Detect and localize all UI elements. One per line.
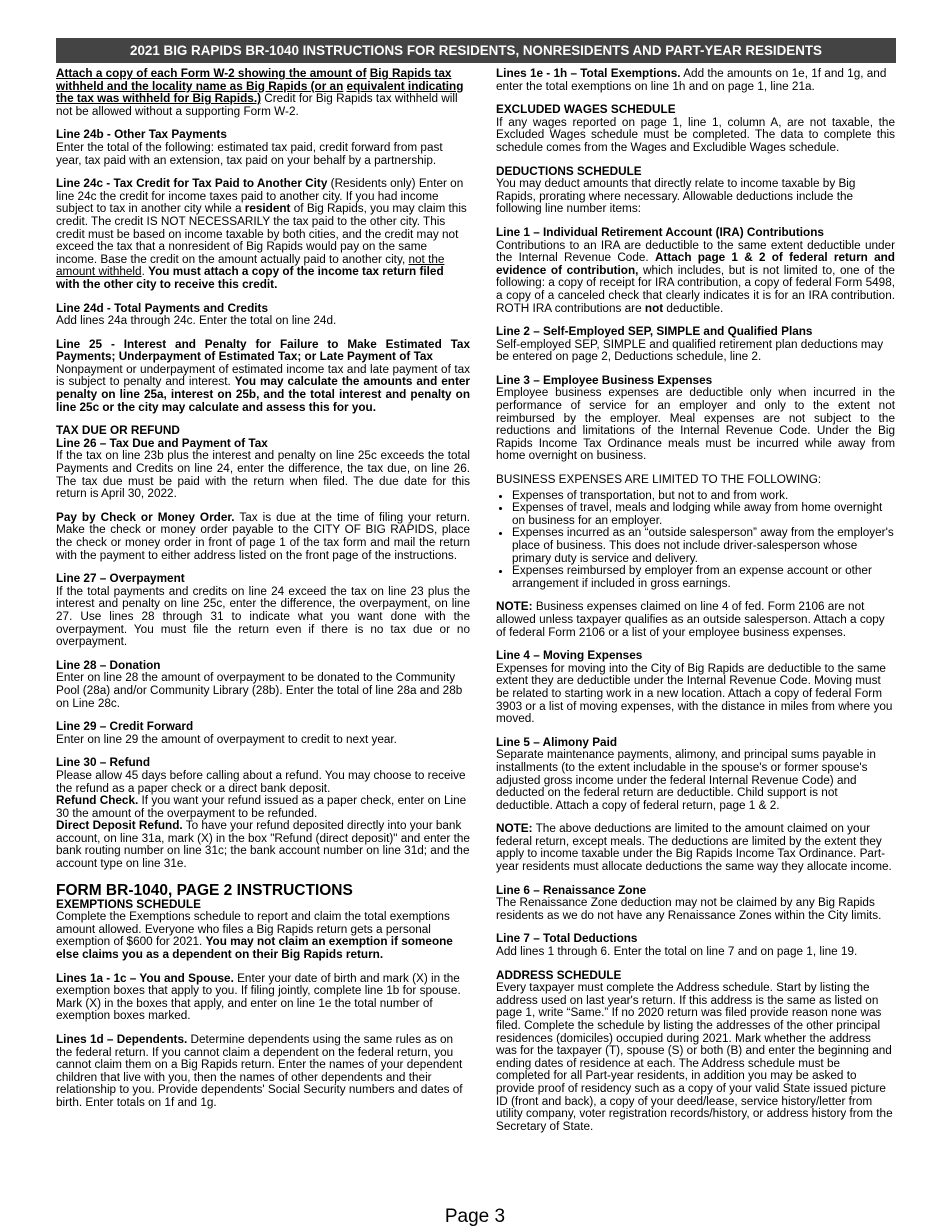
line-1e-section xyxy=(496,68,895,93)
line-27-text: If the total payments and credits on line 24 exceed the tax on line 23 plus the interest and penalty on line 25c, enter the difference, the overpayment, on line 27. Use lines 28 through 31 to indicate what you want done with the overpayment. You must file the return even if there is no tax due or no overpayment. xyxy=(56,584,470,649)
line-1d-section xyxy=(56,1034,470,1110)
business-expenses-list xyxy=(496,490,895,591)
excluded-wages-text: If any wages reported on page 1, line 1, column A, are not taxable, the Excluded Wages schedule must be completed. The data to complete this schedule comes from the Wages and Excludible Wages schedule. xyxy=(496,115,895,154)
line-30-text: Please allow 45 days before calling about a refund. You may choose to receive the refund as a paper check or a direct bank deposit. xyxy=(56,768,466,795)
w2-section xyxy=(56,68,470,118)
pay-heading: Pay by Check or Money Order. xyxy=(56,510,235,524)
ded-line-6-section xyxy=(496,885,895,923)
left-column xyxy=(56,68,470,1121)
ded-line-5-text: Separate maintenance payments, alimony, and principal sums payable in installments (to the extent includable in the spouse's or former spouse's adjusted gross income under the federal Internal Revenue Code) and deducted on the federal return are deductible. Child support is not deductible. Attach a copy of federal return, page 1 & 2. xyxy=(496,748,876,812)
address-text: Every taxpayer must complete the Address schedule. Start by listing the address used on last year's return. If this address is the same as listed on page 1, write “Same.” If no 2020 return was filed provide reason none was filed. Complete the schedule by listing the addresses of the other principal residences (domiciles) occupied during 2021. Mark whether the address was for the taxpayer (T), spouse (S) or both (B) and enter the beginning and ending dates of residence at each. The Address schedule must be completed for all Part-year residents, in addition you may be asked to provide proof of residency such as a copy of your valid State issued picture ID (front and back), a copy of your deed/lease, service history/letter from utility company, voter registration records/history, or address history from the Secretary of State. xyxy=(496,981,893,1133)
exemptions-text: Complete the Exemptions schedule to report and claim the total exemptions amount allowed. Everyone who files a Big Rapids return gets a personal exemption of $600 for 2021. xyxy=(56,910,450,949)
line-24c-text-3: . xyxy=(141,265,149,279)
line-30-section xyxy=(56,757,470,870)
w2-notice-bold: Attach a copy of each Form W-2 showing the amount of xyxy=(56,67,367,80)
ded-line-6-heading: Line 6 – Renaissance Zone xyxy=(496,883,647,897)
ded-line-4-section xyxy=(496,650,895,726)
deductions-section xyxy=(496,166,895,216)
line-24c-heading: Line 24c - Tax Credit for Tax Paid to Another City xyxy=(56,177,328,191)
deductions-text: You may deduct amounts that directly relate to income taxable by Big Rapids, prorating where necessary. Allowable deductions include the following line number items: xyxy=(496,177,856,216)
line-27-heading: Line 27 – Overpayment xyxy=(56,572,185,586)
list-item: • Expenses of travel, meals and lodging while away from home overnight on business for an employer. xyxy=(512,502,895,527)
line-1e-text: Add the amounts on 1e, 1f and 1g, and enter the total exemptions on line 1h and on page 1, line 21a. xyxy=(496,67,887,93)
refund-check xyxy=(56,795,470,820)
ded-line-7-heading: Line 7 – Total Deductions xyxy=(496,932,638,946)
line-26-text: If the tax on line 23b plus the interest and penalty on line 25c exceeds the total Payments and Credits on line 24, enter the difference, the tax due, on line 26. The tax due must be paid with the return when filed. The due date for this return is April 30, 2022. xyxy=(56,449,470,501)
excluded-wages-heading: EXCLUDED WAGES SCHEDULE xyxy=(496,103,676,117)
ded-line-6-text: The Renaissance Zone deduction may not be claimed by any Big Rapids residents as we do not have any Renaissance Zones within the City limits. xyxy=(496,896,882,922)
page-number: Page 3 xyxy=(444,1206,506,1227)
line-24b-heading: Line 24b - Other Tax Payments xyxy=(56,128,227,142)
line-24c-underline: not the amount withheld xyxy=(56,252,445,279)
line-28-text: Enter on line 28 the amount of overpayment to be donated to the Community Pool (28a) and/or Community Library (28b). Enter the total of line 28a and 28b on Line 28c. xyxy=(56,671,463,710)
line-1a-section xyxy=(56,973,470,1023)
line-1e-heading: Lines 1e - 1h – Total Exemptions. xyxy=(496,67,681,80)
ded-line-1-bold-2: not xyxy=(644,301,664,315)
line-25-text: Nonpayment or underpayment of estimated income tax and late payment of tax is subject to penalty and interest. xyxy=(56,362,470,389)
w2-notice-bold-2: Big Rapids tax withheld and the locality name as Big Rapids (or an xyxy=(56,67,452,93)
line-29-text: Enter on line 29 the amount of overpayment to credit to next year. xyxy=(56,732,397,746)
ded-line-1-text-2: which includes, but is not limited to, one of the following: a copy of receipt for IRA contribution, a copy of federal Form 5498, a copy of a canceled check that clearly indicates it is for an IRA contribution. ROTH IRA contributions are xyxy=(496,263,895,315)
ded-line-3-heading: Line 3 – Employee Business Expenses xyxy=(496,373,713,387)
ded-line-7-text: Add lines 1 through 6. Enter the total on line 7 and on page 1, line 19. xyxy=(496,945,858,959)
line-1d-heading: Lines 1d – Dependents. xyxy=(56,1033,188,1046)
line-24d-text: Add lines 24a through 24c. Enter the total on line 24d. xyxy=(56,314,337,328)
tax-due-heading: TAX DUE OR REFUND xyxy=(56,424,180,438)
refund-check-heading: Refund Check. xyxy=(56,794,139,808)
direct-deposit-heading: Direct Deposit Refund. xyxy=(56,819,183,833)
ded-line-5-heading: Line 5 – Alimony Paid xyxy=(496,735,618,749)
ded-line-3-text: Employee business expenses are deductible only when incurred in the performance of service for an employer and only to the extent not reimbursed by the employer. Meal expenses are not subject to the reductions and limitations of the Internal Revenue Code. Under the Big Rapids Income Tax Ordinance meals must be incurred while away from home overnight on business. xyxy=(496,386,895,463)
tax-due-section xyxy=(56,425,470,501)
exemptions-bold: You may not claim an exemption if someone else claims you as a dependent on their Big Rapids return. xyxy=(56,935,453,962)
note-2-text: The above deductions are limited to the amount claimed on your federal return, except meals. The deductions are limited by the extent they apply to income taxable under the Big Rapids Income Tax Ordinance. Part-year residents must allocate deductions the same way they allocate income. xyxy=(496,822,892,874)
line-1a-text: Enter your date of birth and mark (X) in the exemption boxes that apply to you. If filing jointly, complete line 1b for spouse. Mark (X) in the boxes that apply, and enter on line 1e the total number of exemption boxes marked. xyxy=(56,971,461,1023)
business-expenses-section xyxy=(496,474,895,590)
line-29-section xyxy=(56,721,470,746)
w2-notice-bold-3: equivalent indicating the tax was withheld for Big Rapids.) xyxy=(56,79,464,106)
line-24c-heading-note: (Residents only) xyxy=(327,177,416,191)
line-26-heading: Line 26 – Tax Due and Payment of Tax xyxy=(56,436,268,450)
right-column xyxy=(496,68,895,1144)
line-28-heading: Line 28 – Donation xyxy=(56,658,161,672)
line-24c-bold-1: resident xyxy=(244,202,291,216)
ded-line-1-section xyxy=(496,227,895,315)
note-2-section xyxy=(496,823,895,873)
ded-line-2-heading: Line 2 – Self-Employed SEP, SIMPLE and Qualified Plans xyxy=(496,325,813,339)
list-item: • Expenses incurred as an “outside salesperson” away from the employer's place of business. This does not include driver-salesperson whose primary duty is service and delivery. xyxy=(512,527,895,565)
address-heading: ADDRESS SCHEDULE xyxy=(496,968,622,982)
line-1a-heading: Lines 1a - 1c – You and Spouse. xyxy=(56,971,234,985)
line-25-bold: You may calculate the amounts and enter penalty on line 25a, interest on 25b, and the total interest and penalty on line 25c or the city may calculate and assess this for you. xyxy=(56,375,470,414)
line-30-heading: Line 30 – Refund xyxy=(56,756,151,770)
pay-text: Tax is due at the time of filing your return. Make the check or money order payable to the CITY OF BIG RAPIDS, place the check or money order in front of page 1 of the tax form and mail the return with the payment to either address listed on the front page of the instructions. xyxy=(56,510,470,562)
direct-deposit xyxy=(56,820,470,870)
address-section xyxy=(496,970,895,1134)
line-24b-section xyxy=(56,129,470,167)
line-25-heading: Line 25 - Interest and Penalty for Failure to Make Estimated Tax Payments; Underpayment of Estimated Tax; or Late Payment of Tax xyxy=(56,337,470,364)
line-28-section xyxy=(56,660,470,710)
ded-line-1-bold: Attach page 1 & 2 of federal return and evidence of contribution, xyxy=(496,251,895,277)
ded-line-1-text-3: deductible. xyxy=(663,301,724,315)
note-2-heading: NOTE: xyxy=(496,822,533,836)
note-1-text: Business expenses claimed on line 4 of fed. Form 2106 are not allowed unless taxpayer qualifies as an outside salesperson. Attach a copy of federal Form 2106 or a list of your employee business expenses. xyxy=(496,600,885,639)
page-header-banner: 2021 BIG RAPIDS BR-1040 INSTRUCTIONS FOR RESIDENTS, NONRESIDENTS AND PART-YEAR RESIDENTS xyxy=(56,38,896,63)
line-24c-text-1: Enter on line 24c the credit for income taxes paid to another city. If you had income subject to tax in another city while a xyxy=(56,177,464,216)
ded-line-2-section xyxy=(496,326,895,364)
note-1-heading: NOTE: xyxy=(496,600,533,614)
w2-notice-text: Credit for Big Rapids tax withheld will not be allowed without a supporting Form W-2. xyxy=(56,92,458,118)
line-29-heading: Line 29 – Credit Forward xyxy=(56,720,194,734)
line-1d-text: Determine dependents using the same rules as on the federal return. If you cannot claim a dependent on the federal return, you cannot claim them on a Big Rapids return. Enter the names of your dependent children that live with you, then the names of other dependents and their relationship to you. Provide dependents' Social Security numbers and dates of birth. Enter totals on 1f and 1g. xyxy=(56,1033,463,1109)
line-24c-section xyxy=(56,178,470,291)
direct-deposit-text: To have your refund deposited directly into your bank account, on line 31a, mark (X) in the box "Refund (direct deposit)" and enter the bank routing number on line 31c; the bank account number on line 31d; and the account type on line 31e. xyxy=(56,819,470,871)
ded-line-1-heading: Line 1 – Individual Retirement Account (IRA) Contributions xyxy=(496,225,824,239)
exemptions-heading: EXEMPTIONS SCHEDULE xyxy=(56,897,201,911)
ded-line-1-text-1: Contributions to an IRA are deductible to the same extent deductible under the Internal Revenue Code. xyxy=(496,238,895,265)
page-2-heading: FORM BR-1040, PAGE 2 INSTRUCTIONS xyxy=(56,881,353,899)
deductions-heading: DEDUCTIONS SCHEDULE xyxy=(496,164,642,178)
line-25-section xyxy=(56,339,470,415)
ded-line-5-section xyxy=(496,737,895,813)
ded-line-2-text: Self-employed SEP, SIMPLE and qualified retirement plan deductions may be entered on page 2, Deductions schedule, line 2. xyxy=(496,337,884,364)
page-2-section xyxy=(56,882,470,962)
ded-line-3-section xyxy=(496,375,895,463)
ded-line-4-heading: Line 4 – Moving Expenses xyxy=(496,649,643,663)
note-1-section xyxy=(496,601,895,639)
refund-check-text: If you want your refund issued as a paper check, enter on Line 30 the amount of the overpayment to be refunded. xyxy=(56,794,467,820)
ded-line-7-section xyxy=(496,933,895,958)
line-24c-text-2: of Big Rapids, you may claim this credit. The credit IS NOT NECESSARILY the tax paid to the other city. This credit must be based on income taxable by both cities, and the credit may not exceed the tax that a nonresident of Big Rapids would pay on the same income. Base the credit on the amount actually paid to another city, xyxy=(56,202,467,266)
line-24c-bold-2: You must attach a copy of the income tax return filed with the other city to receive this credit. xyxy=(56,265,444,291)
list-item: • Expenses reimbursed by employer from an expense account or other arrangement if included in gross earnings. xyxy=(512,565,895,590)
line-27-section xyxy=(56,573,470,649)
list-item: • Expenses of transportation, but not to and from work. xyxy=(512,490,895,503)
line-24d-section xyxy=(56,303,470,328)
line-24d-heading: Line 24d - Total Payments and Credits xyxy=(56,301,268,315)
ded-line-4-text: Expenses for moving into the City of Big Rapids are deductible to the same extent they are deductible under the Internal Revenue Code. Moving must be related to starting work in a new location. Attach a copy of federal Form 3903 or a list of moving expenses, with the distance in miles from where you moved. xyxy=(496,661,893,726)
business-expenses-heading: BUSINESS EXPENSES ARE LIMITED TO THE FOLLOWING: xyxy=(496,473,822,487)
line-24b-text: Enter the total of the following: estimated tax paid, credit forward from past year, tax paid with an extension, tax paid on your behalf by a partnership. xyxy=(56,140,443,167)
excluded-wages-section xyxy=(496,104,895,154)
pay-section xyxy=(56,512,470,562)
